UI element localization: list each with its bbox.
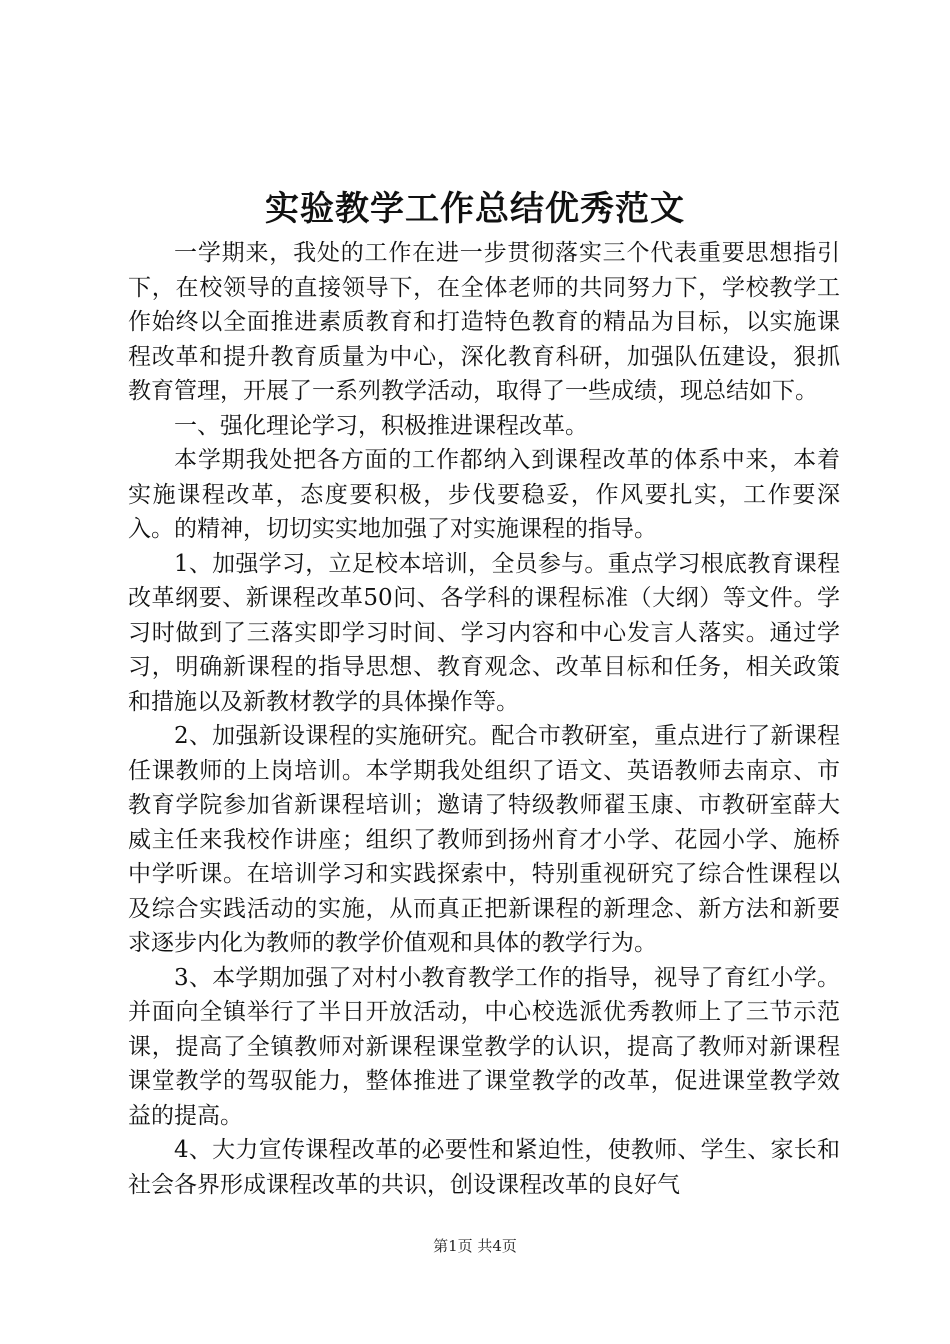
paragraph-item-4: 4、大力宣传课程改革的必要性和紧迫性，使教师、学生、家长和社会各界形成课程改革的共识，创设课程改革的良好气 <box>128 1137 840 1198</box>
paragraph-item-3: 3、本学期加强了对村小教育教学工作的指导，视导了育红小学。并面向全镇举行了半日开放活动，中心校选派优秀教师上了三节示范课，提高了全镇教师对新课程课堂教学的认识，提高了教师对新课程课堂教学的驾驭能力，整体推进了课堂教学的改革，促进课堂教学效益的提高。 <box>128 964 840 1129</box>
document-body <box>128 236 840 1202</box>
paragraph-intro: 一学期来，我处的工作在进一步贯彻落实三个代表重要思想指引下，在校领导的直接领导下，在全体老师的共同努力下，学校教学工作始终以全面推进素质教育和打造特色教育的精品为目标，以实施课程改革和提升教育质量为中心，深化教育科研，加强队伍建设，狠抓教育管理，开展了一系列教学活动，取得了一些成绩，现总结如下。 <box>128 240 840 404</box>
page-footer: 第1页 共4页 <box>433 1237 517 1255</box>
paragraph-item-2: 2、加强新设课程的实施研究。配合市教研室，重点进行了新课程任课教师的上岗培训。本学期我处组织了语文、英语教师去南京、市教育学院参加省新课程培训；邀请了特级教师翟玉康、市教研室薛大威主任来我校作讲座；组织了教师到扬州育才小学、花园小学、施桥中学听课。在培训学习和实践探索中，特别重视研究了综合性课程以及综合实践活动的实施，从而真正把新课程的新理念、新方法和新要求逐步内化为教师的教学价值观和具体的教学行为。 <box>128 723 840 956</box>
section-heading-1: 一、强化理论学习，积极推进课程改革。 <box>174 412 588 439</box>
paragraph-section-intro: 本学期我处把各方面的工作都纳入到课程改革的体系中来，本着实施课程改革，态度要积极，步伐要稳妥，作风要扎实，工作要深入。的精神，切切实实地加强了对实施课程的指导。 <box>128 447 840 542</box>
paragraph-item-1: 1、加强学习，立足校本培训，全员参与。重点学习根底教育课程改革纲要、新课程改革50问、各学科的课程标准（大纲）等文件。学习时做到了三落实即学习时间、学习内容和中心发言人落实。通过学习，明确新课程的指导思想、教育观念、改革目标和任务，相关政策和措施以及新教材教学的具体操作等。 <box>128 550 840 715</box>
document-title: 实验教学工作总结优秀范文 <box>265 189 685 229</box>
